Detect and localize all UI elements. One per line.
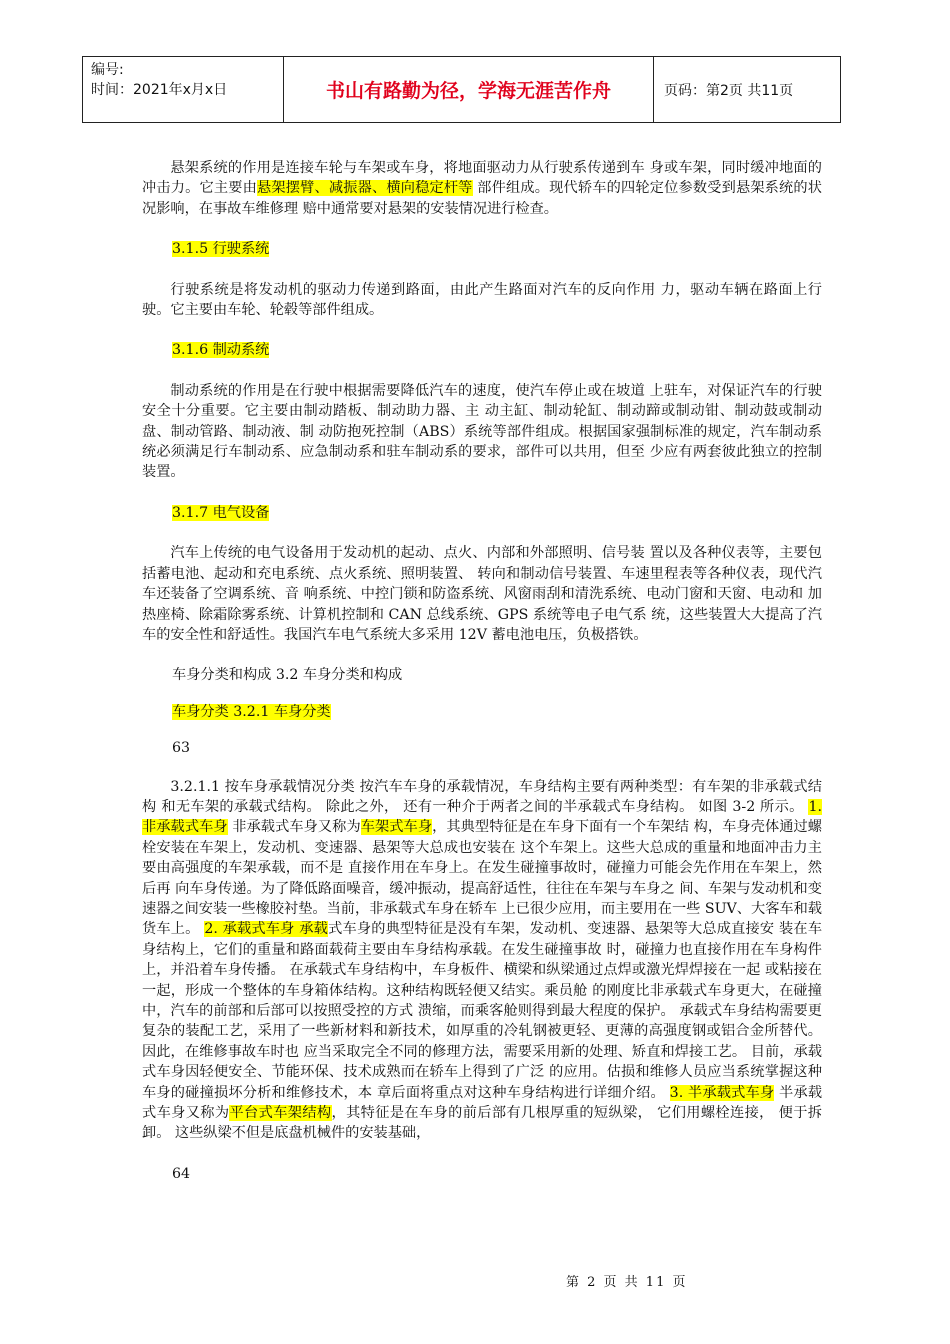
heading-3-1-7 bbox=[142, 503, 822, 523]
heading-text: 3.1.7 电气设备 bbox=[172, 504, 270, 521]
highlight: 平台式车架结构 bbox=[229, 1105, 332, 1122]
paragraph-running-system: 行驶系统是将发动机的驱动力传递到路面，由此产生路面对汽车的反向作用 力，驱动车辆在路面上行驶。它主要由车轮、轮毂等部件组成。 bbox=[142, 281, 822, 319]
heading-3-1-5 bbox=[142, 239, 822, 259]
text: 半承载式车身又称为 bbox=[142, 1084, 823, 1122]
text: 式车身的典型特征是没有车架，发动机、变速器、悬架等大总成直接安 装在车身结构上，它们的重量和路面载荷主要由车身结构承载。在发生碰撞事故 时，碰撞力也直接作用在车身构件上，并沿着车身传播。 在承载式车身结构中，车身板件、横梁和纵梁通过点焊或激光焊焊接在一起 或粘接在一起，形成一个整体的车身箱体结构。这种结构既轻便又结实。乘员舱 的刚度比非承载式车身更大，在碰撞中，汽车的前部和后部可以按照受控的方式 溃缩，而乘客舱则得到最大程度的保护。 承载式车身结构需要更复杂的装配工艺，采用了一些新材料和新技术，如厚重的冷轧钢被更轻、更薄的高强度钢或铝合金所替代。因此，在维修事故车时也 应当采取完全不同的修理方法，需要采用新的处理、矫直和焊接工艺。 目前，承载式车身因轻便安全、节能环保、技术成熟而在轿车上得到了广泛 的应用。估损和维修人员应当系统掌握这种车身的碰撞损坏分析和维修技术，本 章后面将重点对这种车身结构进行详细介绍。 bbox=[142, 921, 823, 1101]
highlight: 车架式车身 bbox=[360, 819, 433, 836]
text: ，其典型特征是在车身下面有一个车架结 构，车身壳体通过螺栓安装在车架上，发动机、变速器、悬架等大总成也安装在 这个车架上。这些大总成的重量和地面冲击力主要由高强度的车架承载，而不是 直接作用在车身上。在发生碰撞事故时，碰撞力可能会先作用在车架上，然后再 向车身传递。为了降低路面噪音，缓冲振动，提高舒适性，往往在车架与车身之 间、车架与发动机和变速器之间安装一些橡胶衬垫。当前，非承载式车身在轿车 上已很少应用，而主要用在一些 SUV、大客车和载货车上。 bbox=[142, 819, 822, 938]
paragraph-brake-system: 制动系统的作用是在行驶中根据需要降低汽车的速度，使汽车停止或在坡道 上驻车，对保证汽车的行驶安全十分重要。它主要由制动踏板、制动助力器、主 动主缸、制动轮缸、制动蹄或制动钳、制动鼓或制动盘、制动管路、制动液、制 动防抱死控制（ABS）系统等部件组成。根据国家强制标准的规定，汽车制动系 统必须满足行车制动系、应急制动系和驻车制动系的要求，部件可以共用，但至 少应有两套彼此独立的控制装置。 bbox=[142, 382, 822, 481]
heading-text: 3.1.5 行驶系统 bbox=[172, 241, 270, 258]
number-label: 编号: bbox=[91, 62, 124, 78]
header-table bbox=[82, 56, 841, 123]
text: 3.2.1.1 按车身承载情况分类 按汽车车身的承载情况，车身结构主要有两种类型：有车架的非承载式结构 和无车架的承载式结构。 除此之外， 还有一种介于两者之间的半承载式车身结构。 如图 3-2 所示。 bbox=[142, 778, 822, 815]
text: 悬架系统的作用是连接车轮与车架或车身，将地面驱动力从行驶系传递到车 身或车架，同时缓冲地面的冲击力。它主要由 bbox=[142, 160, 822, 197]
heading-text: 3.1.6 制动系统 bbox=[172, 342, 270, 359]
text: 部件组成。现代轿车的四轮定位参数受到悬架系统的状况影响，在事故车维修理 赔中通常要对悬架的安装情况进行检查。 bbox=[142, 180, 822, 217]
document-body bbox=[142, 158, 822, 1184]
page-footer: 第 2 页 共 11 页 bbox=[566, 1275, 688, 1290]
paragraph-body-classification bbox=[142, 777, 822, 1144]
highlight: 3. 半承载式车身 bbox=[669, 1084, 775, 1101]
time-label: 时间：2021年x月x日 bbox=[91, 82, 228, 98]
paragraph-suspension bbox=[142, 158, 822, 219]
page-number-64: 64 bbox=[172, 1165, 191, 1182]
highlight: 1. 非承载式车身 bbox=[142, 798, 822, 836]
header-meta bbox=[83, 57, 284, 122]
heading-3-2-1 bbox=[142, 702, 822, 722]
text: ，其特征是在车身的前后部有几根厚重的短纵梁， 它们用螺栓连接， 便于拆卸。 这些纵梁不但是底盘机械件的安装基础， bbox=[142, 1105, 822, 1142]
text: 非承载式车身又称为 bbox=[227, 819, 361, 836]
heading-3-2: 车身分类和构成 3.2 车身分类和构成 bbox=[172, 667, 403, 684]
heading-3-1-6 bbox=[142, 340, 822, 360]
paragraph-electrical: 汽车上传统的电气设备用于发动机的起动、点火、内部和外部照明、信号装 置以及各种仪表等，主要包括蓄电池、起动和充电系统、点火系统、照明装置、 转向和制动信号装置、车速里程表等各种仪表，现代汽车还装备了空调系统、音 响系统、中控门锁和防盗系统、风窗雨刮和清洗系统、电动门窗和天窗、电动和 加热座椅、除霜除雾系统、计算机控制和 CAN 总线系统、GPS 系统等电子电气系 统，这些装置大大提高了汽车的安全性和舒适性。我国汽车电气系统大多采用 12V 蓄电池电压，负极搭铁。 bbox=[142, 545, 822, 643]
header-page-info: 页码：第2页 共11页 bbox=[664, 82, 794, 99]
heading-text: 车身分类 3.2.1 车身分类 bbox=[172, 703, 331, 720]
highlight: 2. 承载式车身 承载 bbox=[204, 921, 329, 938]
highlight: 悬架摆臂、减振器、横向稳定杆等 bbox=[256, 180, 473, 197]
header-motto: 书山有路勤为径，学海无涯苦作舟 bbox=[284, 57, 654, 122]
page-number-63: 63 bbox=[172, 740, 191, 757]
